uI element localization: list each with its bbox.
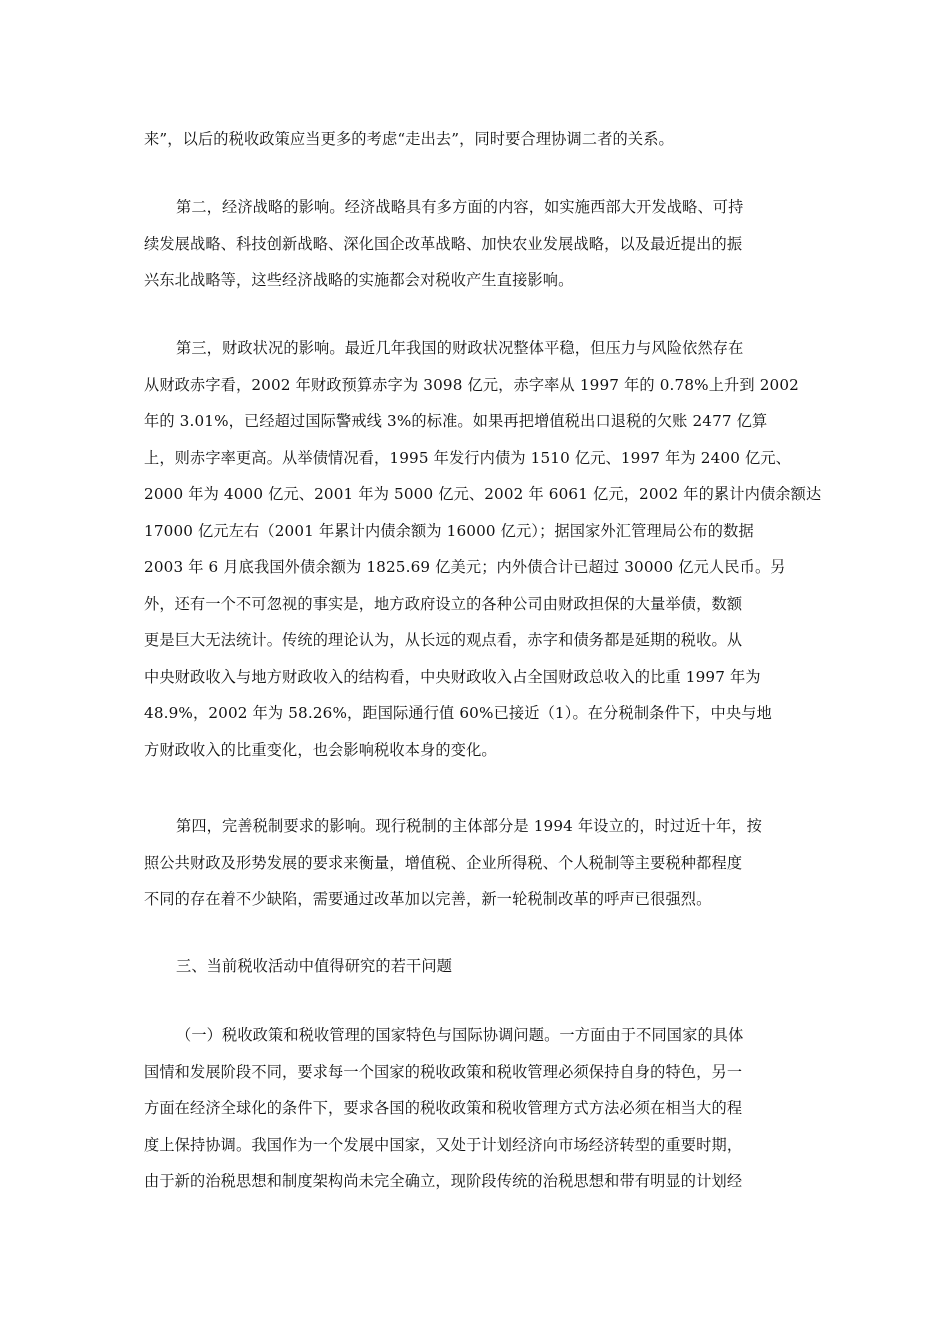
text-line: （一）税收政策和税收管理的国家特色与国际协调问题。一方面由于不同国家的具体 (176, 1026, 744, 1044)
paragraph-national-international (144, 1017, 808, 1200)
text-line: 年的 3.01%，已经超过国际警戒线 3%的标准。如果再把增值税出口退税的欠账 2477 亿算 (144, 412, 768, 430)
text-line: 兴东北战略等，这些经济战略的实施都会对税收产生直接影响。 (144, 271, 574, 289)
text-line: 不同的存在着不少缺陷，需要通过改革加以完善，新一轮税制改革的呼声已很强烈。 (144, 890, 712, 908)
text-line: 方面在经济全球化的条件下，要求各国的税收政策和税收管理方式方法必须在相当大的程 (144, 1099, 743, 1117)
text-line: 17000 亿元左右（2001 年累计内债余额为 16000 亿元）；据国家外汇管理局公布的数据 (144, 521, 754, 540)
text-line: 外，还有一个不可忽视的事实是，地方政府设立的各种公司由财政担保的大量举债，数额 (144, 594, 743, 613)
heading-text: 三、当前税收活动中值得研究的若干问题 (176, 957, 453, 975)
paragraph-economic-strategy (144, 189, 808, 299)
text-line: 方财政收入的比重变化，也会影响税收本身的变化。 (144, 740, 497, 759)
section-heading (144, 948, 808, 985)
text-line: 续发展战略、科技创新战略、深化国企改革战略、加快农业发展战略，以及最近提出的振 (144, 234, 743, 253)
text-line: 上，则赤字率更高。从举债情况看，1995 年发行内债为 1510 亿元、1997 年为 2400 亿元、 (144, 448, 791, 467)
text-line: 从财政赤字看，2002 年财政预算赤字为 3098 亿元，赤字率从 1997 年的 0.78%上升到 2002 (144, 375, 799, 394)
paragraph-fiscal-status (144, 330, 822, 768)
paragraph-continuation (144, 121, 808, 158)
text-line: 第二，经济战略的影响。经济战略具有多方面的内容，如实施西部大开发战略、可持 (176, 198, 744, 216)
text-line: 更是巨大无法统计。传统的理论认为，从长远的观点看，赤字和债务都是延期的税收。从 (144, 631, 743, 649)
text-line: 由于新的治税思想和制度架构尚未完全确立，现阶段传统的治税思想和带有明显的计划经 (144, 1172, 743, 1190)
text-line: 中央财政收入与地方财政收入的结构看，中央财政收入占全国财政总收入的比重 1997 年为 (144, 667, 761, 686)
text-line: 2003 年 6 月底我国外债余额为 1825.69 亿美元；内外债合计已超过 30000 亿元人民币。另 (144, 558, 786, 576)
text-line: 第三，财政状况的影响。最近几年我国的财政状况整体平稳，但压力与风险依然存在 (176, 339, 744, 357)
text-line: 48.9%，2002 年为 58.26%，距国际通行值 60%已接近（1）。在分税制条件下，中央与地 (144, 704, 772, 722)
text-line: 国情和发展阶段不同，要求每一个国家的税收政策和税收管理必须保持自身的特色，另一 (144, 1062, 743, 1081)
text-line: 度上保持协调。我国作为一个发展中国家，又处于计划经济向市场经济转型的重要时期， (144, 1135, 743, 1154)
text-line: 照公共财政及形势发展的要求来衡量，增值税、企业所得税、个人税制等主要税种都程度 (144, 853, 743, 872)
paragraph-tax-system (144, 808, 808, 918)
text-line: 第四，完善税制要求的影响。现行税制的主体部分是 1994 年设立的，时过近十年，按 (176, 817, 763, 835)
text-line: 2000 年为 4000 亿元、2001 年为 5000 亿元、2002 年 6061 亿元，2002 年的累计内债余额达 (144, 485, 822, 503)
text-line: 来”，以后的税收政策应当更多的考虑“走出去”，同时要合理协调二者的关系。 (144, 130, 674, 148)
